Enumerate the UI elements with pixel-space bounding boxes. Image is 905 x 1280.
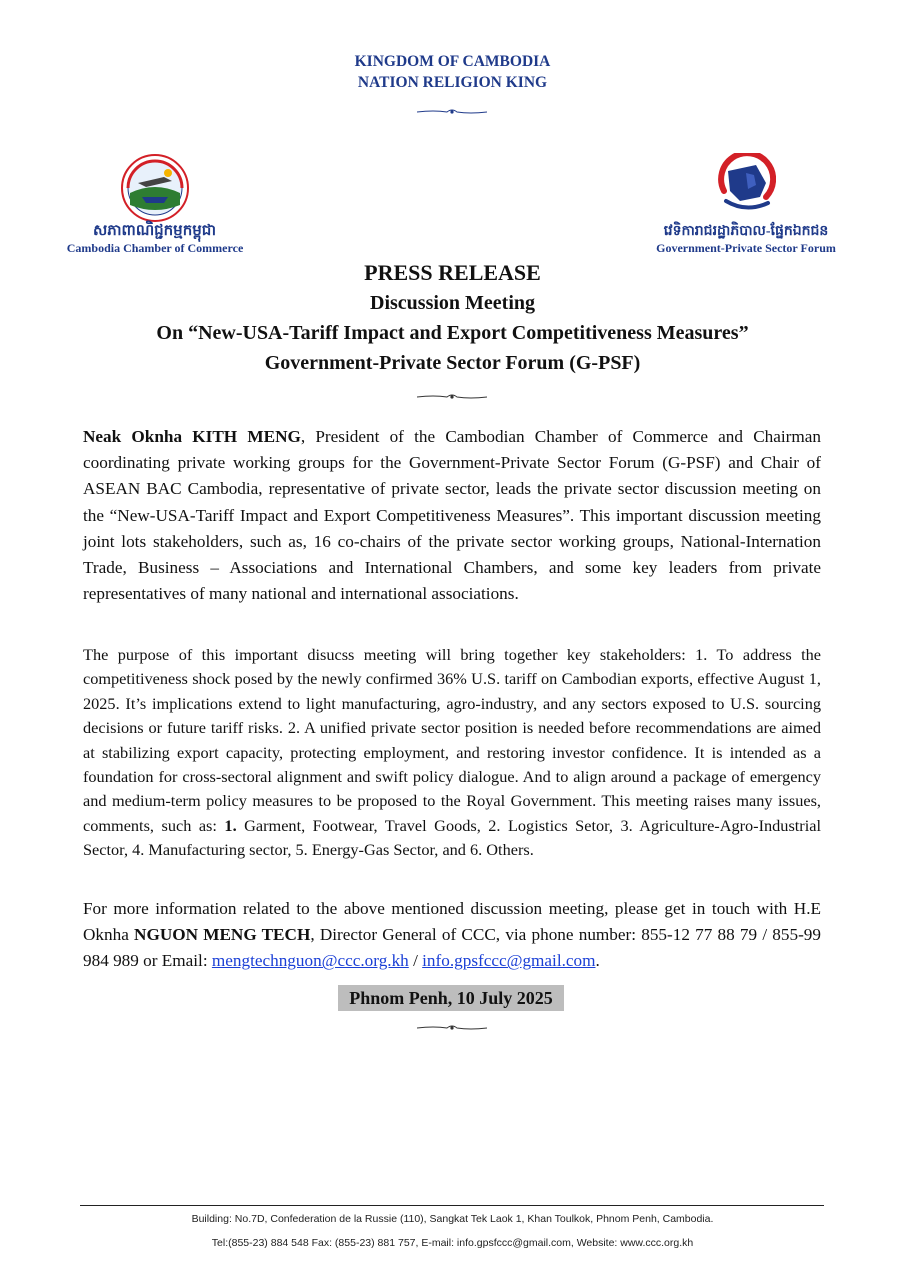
motto-line: NATION RELIGION KING bbox=[357, 74, 548, 91]
list-number: 1. bbox=[224, 815, 237, 835]
gpsf-logo-icon bbox=[716, 153, 776, 217]
ccc-logo-icon bbox=[120, 153, 190, 223]
paragraph-text: , President of the Cambodian Chamber of Commerce and Chairman coordinating private working groups for the Government-Private Sector Forum (G-PSF) and Chair of ASEAN BAC Cambodia, representative of private sector, leads the private sector discussion meeting on the “New-USA-Tariff Impact and Export Competitiveness Measures”. This important discussion meeting joint lots stakeholders, such as, 16 co-chairs of the private sector working groups, National-Internation Trade, Business – Associations and International Chambers, and some key leaders from private representatives of many national and international associations. bbox=[83, 427, 821, 604]
gpsf-english-name: Government-Private Sector Forum bbox=[656, 241, 836, 255]
kingdom-line: KINGDOM OF CAMBODIA bbox=[354, 53, 551, 70]
contact-name: NGUON MENG TECH bbox=[134, 925, 311, 945]
footer-address: Building: No.7D, Confederation de la Russie (110), Sangkat Tek Laok 1, Khan Toulkok, Phnom Penh, Cambodia. bbox=[191, 1213, 714, 1225]
document-subtitle: Discussion Meeting bbox=[370, 292, 535, 314]
email-link-primary[interactable]: mengtechnguon@ccc.org.kh bbox=[211, 951, 409, 971]
paragraph-contact bbox=[83, 896, 821, 975]
paragraph-text: Garment, Footwear, Travel Goods, 2. Logistics Setor, 3. Agriculture-Agro-Industrial Sector, 4. Manufacturing sector, 5. Energy-Gas Sector, and 6. Others. bbox=[83, 815, 822, 860]
press-release-title: PRESS RELEASE bbox=[364, 260, 541, 285]
divider-ornament-icon bbox=[417, 108, 487, 116]
gpsf-khmer-name: វេទិការាជរដ្ឋាភិបាល-ផ្នែកឯកជន bbox=[663, 224, 829, 239]
paragraph-text: , Director General of CCC, via phone number: 855-12 77 88 79 / 855-99 984 989 or Email: bbox=[83, 925, 821, 971]
paragraph-text: The purpose of this important disucss meeting will bring together key stakeholders: 1. To address the competitiveness shock posed by the newly confirmed 36% U.S. tariff on Cambodian exports, effective August 1, 2025. It’s implications extend to light manufacturing, agro-industry, and any sectors exposed to U.S. sourcing decisions or future tariff risks. 2. A unified private sector position is needed before recommendations are aimed at stabilizing export capacity, protecting employment, and restoring investor confidence. It is intended as a foundation for cross-sectoral alignment and swift policy dialogue. And to align around a package of emergency and medium-term policy measures to be proposed to the Royal Government. This meeting raises many issues, comments, such as: bbox=[83, 645, 821, 835]
forum-name: Government-Private Sector Forum (G-PSF) bbox=[264, 352, 641, 374]
paragraph-introduction bbox=[83, 424, 821, 607]
ccc-english-name: Cambodia Chamber of Commerce bbox=[66, 241, 244, 255]
place-date: Phnom Penh, 10 July 2025 bbox=[338, 985, 564, 1011]
paragraph-purpose bbox=[83, 643, 821, 863]
footer-divider bbox=[80, 1205, 824, 1206]
speaker-name: Neak Oknha KITH MENG bbox=[83, 427, 301, 446]
meeting-topic: On “New-USA-Tariff Impact and Export Competitiveness Measures” bbox=[156, 322, 749, 344]
email-link-secondary[interactable]: info.gpsfccc@gmail.com bbox=[422, 951, 596, 971]
footer-contact: Tel:(855-23) 884 548 Fax: (855-23) 881 757, E-mail: info.gpsfccc@gmail.com, Website: www.ccc.org.kh bbox=[211, 1237, 694, 1249]
paragraph-text: For more information related to the above mentioned discussion meeting, please get in touch with H.E Oknha bbox=[83, 899, 821, 945]
separator: / bbox=[408, 951, 423, 971]
divider-ornament-icon bbox=[417, 393, 487, 401]
ccc-khmer-name: សភាពាណិជ្ជកម្មកម្ពុជា bbox=[92, 223, 217, 239]
divider-ornament-icon bbox=[417, 1024, 487, 1032]
paragraph-text: . bbox=[595, 951, 600, 971]
